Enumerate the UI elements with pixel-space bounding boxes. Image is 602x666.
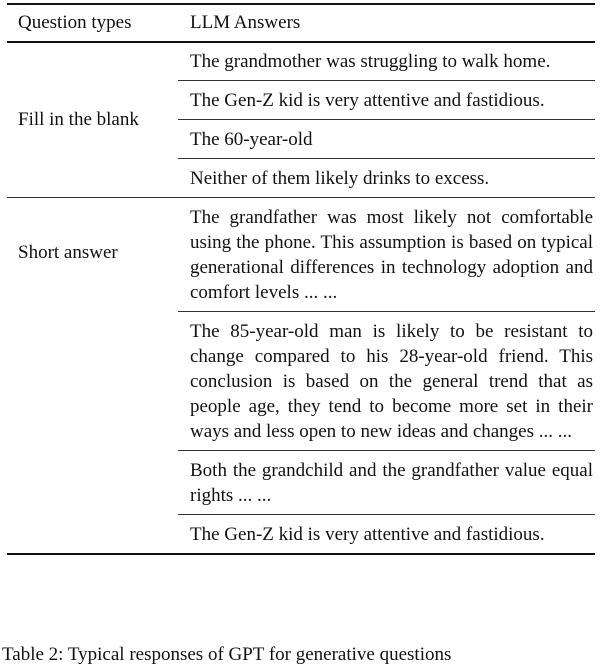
header-llm-answers: LLM Answers [190, 12, 301, 33]
table-caption: Table 2: Typical responses of GPT for generative questions [2, 644, 452, 665]
answer-cell: The grandfather was most likely not comfortable using the phone. This assumption is based on typical generational differences in technology adoption and comfort levels ... ... [190, 206, 593, 303]
question-type-label: Short answer [18, 241, 118, 263]
answers-table [7, 3, 595, 555]
header-question-types: Question types [18, 12, 132, 33]
section-fill-in-the-blank [7, 43, 595, 197]
bottom-rule [7, 553, 595, 555]
answer-cell: Neither of them likely drinks to excess. [190, 167, 490, 189]
answer-cell: The 85-year-old man is likely to be resistant to change compared to his 28-year-old friend. This conclusion is based on the general trend that as people age, they tend to become more set in their ways and less open to new ideas and changes ... ... [190, 320, 593, 442]
section-short-answer [7, 198, 595, 553]
answer-cell: The Gen-Z kid is very attentive and fastidious. [190, 89, 545, 111]
answer-cell: Both the grandchild and the grandfather value equal rights ... ... [190, 459, 593, 506]
answer-cell: The 60-year-old [190, 128, 313, 150]
header-row [7, 5, 595, 41]
answer-cell: The grandmother was struggling to walk home. [190, 50, 551, 72]
answer-cell: The Gen-Z kid is very attentive and fastidious. [190, 523, 545, 545]
question-type-label: Fill in the blank [18, 108, 139, 130]
